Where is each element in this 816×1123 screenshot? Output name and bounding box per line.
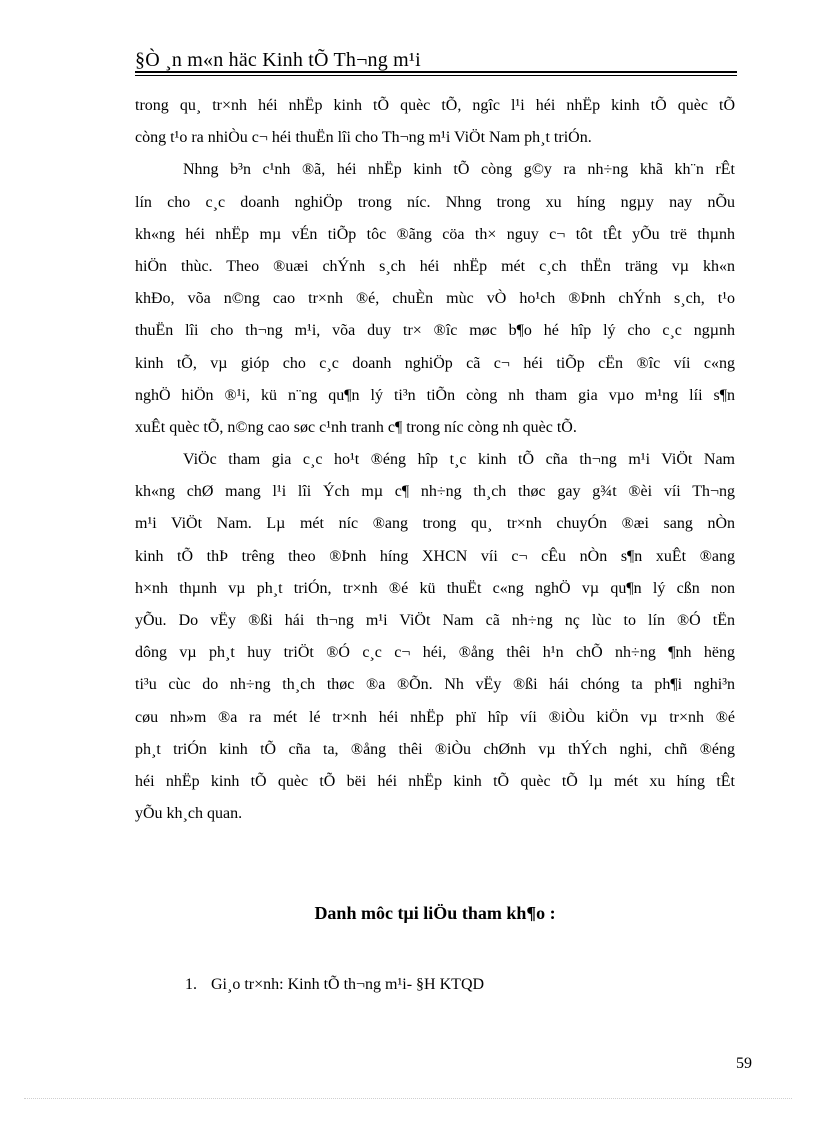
text-line: kinh tÕ, vµ gióp cho c¸c doanh nghiÖp cã c¬ héi tiÕp cËn ®îc víi c«ng <box>135 354 735 372</box>
text-line: cøu nh»m ®a ra mét lé tr×nh héi nhËp phï hîp víi ®iÒu kiÖn vµ tr×nh ®é <box>135 708 735 726</box>
page-number: 59 <box>736 1055 752 1072</box>
text-line: lín cho c¸c doanh nghiÖp trong níc. Nhng trong xu híng ngµy nay nÕu <box>135 193 735 211</box>
text-line: kinh tÕ thÞ trêng theo ®Þnh híng XHCN víi c¬ cÊu nÒn s¶n xuÊt ®ang <box>135 547 735 565</box>
reference-number: 1. <box>185 976 197 993</box>
references-heading: Danh môc tµi liÖu tham kh¶o : <box>314 903 556 923</box>
text-line: hiÖn thùc. Theo ®uæi chÝnh s¸ch héi nhËp mét c¸ch thËn träng vµ kh«n <box>135 257 735 275</box>
text-line: dông vµ ph¸t huy triÖt ®Ó c¸c c¬ héi, ®ång thêi h¹n chÕ nh÷ng ¶nh hëng <box>135 644 735 662</box>
page-header-title: §Ò ¸n m«n häc Kinh tÕ Th¬ng m¹i <box>135 49 421 71</box>
text-line: kh«ng chØ mang l¹i lîi Ých mµ c¶ nh÷ng th¸ch thøc gay g¾t ®èi víi Th¬ng <box>135 483 735 501</box>
body-text <box>135 90 735 830</box>
reference-item <box>185 970 484 1000</box>
header-divider-thick <box>135 71 737 73</box>
reference-text: Gi¸o tr×nh: Kinh tÕ th¬ng m¹i- §H KTQD <box>211 976 485 993</box>
text-line: xuÊt quèc tÕ, n©ng cao søc c¹nh tranh c¶ trong níc còng nh quèc tÕ. <box>135 418 577 436</box>
page-bottom-divider <box>24 1098 792 1099</box>
text-line: yÕu. Do vËy ®ßi hái th¬ng m¹i ViÖt Nam cã nh÷ng nç lùc to lín ®Ó tËn <box>135 612 735 629</box>
text-line: ViÖc tham gia c¸c ho¹t ®éng hîp t¸c kinh tÕ cña th¬ng m¹i ViÖt Nam <box>183 451 735 469</box>
text-line: ph¸t triÓn kinh tÕ cña ta, ®ång thêi ®iÒu chØnh vµ thÝch nghi, chñ ®éng <box>135 740 735 758</box>
text-line: trong qu¸ tr×nh héi nhËp kinh tÕ quèc tÕ, ngîc l¹i héi nhËp kinh tÕ quèc tÕ <box>135 97 735 114</box>
text-line: ti³u cùc do nh÷ng th¸ch thøc ®a ®Õn. Nh vËy ®ßi hái chóng ta ph¶i nghi³n <box>135 676 735 694</box>
paragraph-1 <box>135 90 735 154</box>
text-line: nghÖ hiÖn ®¹i, kü n¨ng qu¶n lý ti³n tiÕn còng nh tham gia vµo m¹ng líi s¶n <box>135 386 735 404</box>
paragraph-2 <box>135 154 735 444</box>
paragraph-3 <box>135 444 735 830</box>
text-line: kh«ng héi nhËp mµ vÉn tiÕp tôc ®ãng cöa th× nguy c¬ tôt tÊt yÕu trë thµnh <box>135 225 735 243</box>
text-line: m¹i ViÖt Nam. Lµ mét níc ®ang trong qu¸ tr×nh chuyÓn ®æi sang nÒn <box>135 515 735 533</box>
text-line: còng t¹o ra nhiÒu c¬ héi thuËn lîi cho Th¬ng m¹i ViÖt Nam ph¸t triÓn. <box>135 129 592 147</box>
text-line: khÐo, võa n©ng cao tr×nh ®é, chuÈn mùc vÒ ho¹ch ®Þnh chÝnh s¸ch, t¹o <box>135 290 735 308</box>
text-line: h×nh thµnh vµ ph¸t triÓn, tr×nh ®é kü thuËt c«ng nghÖ vµ qu¶n lý cßn non <box>135 579 735 597</box>
text-line: yÕu kh¸ch quan. <box>135 805 243 823</box>
text-line: héi nhËp kinh tÕ quèc tÕ bëi héi nhËp kinh tÕ quèc tÕ lµ mét xu híng tÊt <box>135 772 735 790</box>
text-line: thuËn lîi cho th¬ng m¹i, võa duy tr× ®îc møc b¶o hé hîp lý cho c¸c ngµnh <box>135 322 735 340</box>
text-line: Nhng b³n c¹nh ®ã, héi nhËp kinh tÕ còng g©y ra nh÷ng khã kh¨n rÊt <box>183 161 735 179</box>
header-divider-thin <box>135 75 737 76</box>
